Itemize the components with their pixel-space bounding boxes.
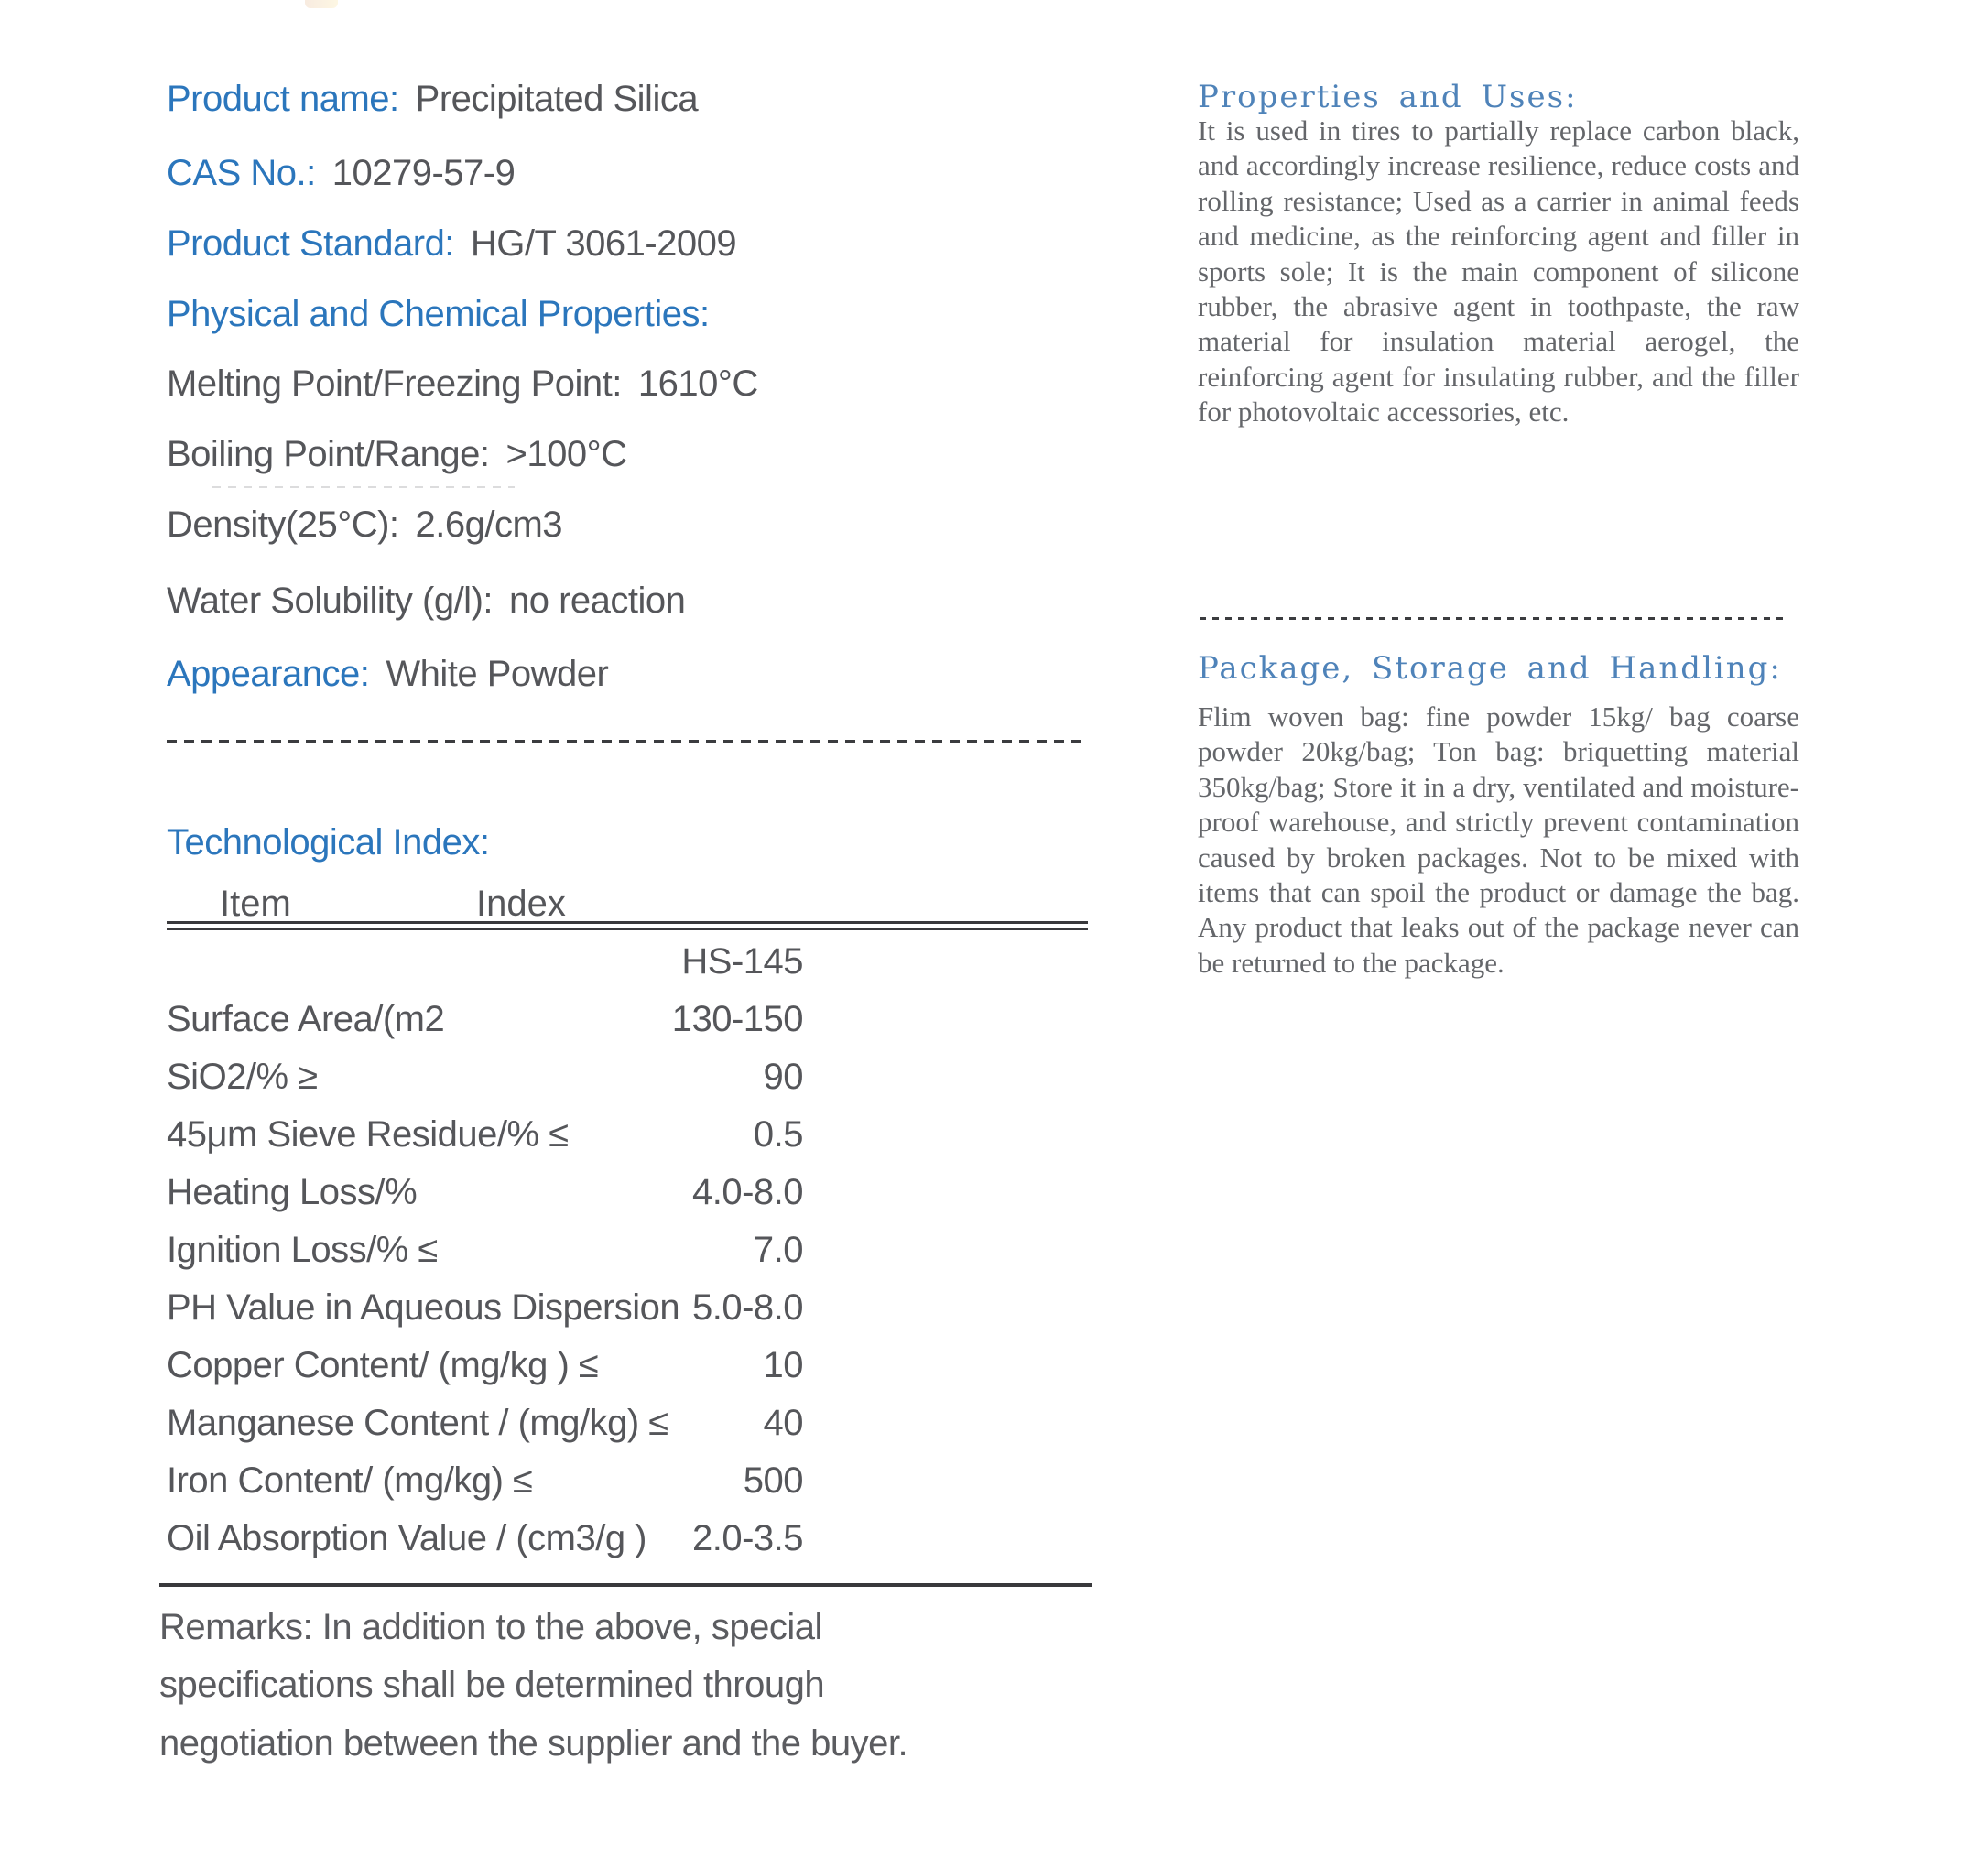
table-item-label: PH Value in Aqueous Dispersion <box>167 1287 680 1328</box>
remarks-line: negotiation between the supplier and the buyer. <box>159 1723 908 1764</box>
top-edge-artifact <box>305 0 338 8</box>
table-row-copper-content <box>167 1345 803 1386</box>
property-line-melting-point <box>167 363 758 405</box>
table-row-oil-absorption <box>167 1518 803 1559</box>
table-row-iron-content <box>167 1460 803 1502</box>
property-label: CAS No.: <box>167 153 316 193</box>
table-header-double-rule <box>167 921 1088 930</box>
property-label: Appearance: <box>167 654 370 694</box>
table-item-label: Oil Absorption Value / (cm3/g ) <box>167 1518 646 1558</box>
table-item-label: Surface Area/(m2 <box>167 999 445 1039</box>
table-item-label: Copper Content/ (mg/kg ) ≤ <box>167 1345 599 1385</box>
table-row-ph-value <box>167 1287 803 1329</box>
table-row-heating-loss <box>167 1172 803 1213</box>
remarks-line: Remarks: In addition to the above, special <box>159 1607 822 1647</box>
property-label: Melting Point/Freezing Point: <box>167 364 622 404</box>
table-row-sio2 <box>167 1057 803 1098</box>
faint-ghost-dashes <box>212 486 515 488</box>
package-storage-handling-paragraph: Flim woven bag: fine powder 15kg/ bag coarse powder 20kg/bag; Ton bag: briquetting material 350kg/bag; Store it in a dry, ventilated and moisture-proof warehouse, and strictly prevent contamination caused by broken packages. Not to be mixed with items that can spoil the product or damage the bag. Any product that leaks out of the package never can be returned to the package. <box>1198 700 1799 979</box>
table-index-value: 90 <box>763 1057 803 1097</box>
table-grade-value: HS-145 <box>681 941 803 982</box>
property-value: Precipitated Silica <box>415 79 699 119</box>
section-heading-technological-index: Technological Index: <box>167 822 490 863</box>
property-line-product-name <box>167 78 698 120</box>
table-index-value: 130-150 <box>671 999 803 1039</box>
table-item-label: 45μm Sieve Residue/% ≤ <box>167 1114 569 1155</box>
table-item-label: Heating Loss/% <box>167 1172 418 1212</box>
property-line-boiling-point <box>167 433 626 475</box>
section-heading-properties-and-uses: Properties and Uses: <box>1198 79 1578 115</box>
table-index-value: 2.0-3.5 <box>691 1518 803 1558</box>
property-value: 2.6g/cm3 <box>415 505 563 545</box>
property-value: >100°C <box>505 434 627 474</box>
table-index-value: 10 <box>763 1345 803 1385</box>
property-value: HG/T 3061-2009 <box>470 223 737 264</box>
property-value: White Powder <box>386 654 609 694</box>
table-index-value: 0.5 <box>753 1114 803 1155</box>
remarks-line: specifications shall be determined through <box>159 1665 825 1705</box>
table-index-value: 4.0-8.0 <box>691 1172 803 1212</box>
table-item-label: Ignition Loss/% ≤ <box>167 1230 438 1270</box>
section-heading-package-storage-handling: Package, Storage and Handling: <box>1198 650 1782 687</box>
section-heading-physical-chemical <box>167 293 726 335</box>
property-line-water-solubility <box>167 580 685 622</box>
property-label: Physical and Chemical Properties: <box>167 294 710 334</box>
table-row-sieve-residue <box>167 1114 803 1156</box>
property-label: Product name: <box>167 79 399 119</box>
property-line-density <box>167 504 562 546</box>
property-line-cas-no <box>167 152 515 194</box>
property-value: no reaction <box>509 581 686 621</box>
table-index-value: 5.0-8.0 <box>691 1287 803 1328</box>
table-row-manganese-content <box>167 1403 803 1444</box>
property-value: 1610°C <box>637 364 758 404</box>
property-value: 10279-57-9 <box>331 153 516 193</box>
left-dashed-divider <box>167 740 1086 743</box>
right-dashed-divider <box>1200 617 1786 620</box>
properties-and-uses-paragraph: It is used in tires to partially replace carbon black, and accordingly increase resilience, reduce costs and rolling resistance; Used as a carrier in animal feeds and medicine, as the reinforcing agent and filler in sports sole; It is the main component of silicone rubber, the abrasive agent in toothpaste, the raw material for insulation material aerogel, the reinforcing agent for insulating rubber, and the filler for photovoltaic accessories, etc. <box>1198 114 1799 429</box>
property-label: Density(25°C): <box>167 505 399 545</box>
table-index-value: 500 <box>743 1460 803 1501</box>
table-index-value: 7.0 <box>753 1230 803 1270</box>
table-header-item: Item <box>220 884 291 924</box>
property-line-appearance <box>167 653 608 695</box>
property-label: Product Standard: <box>167 223 454 264</box>
table-header-index: Index <box>476 884 566 924</box>
property-label: Boiling Point/Range: <box>167 434 490 474</box>
table-item-label: Iron Content/ (mg/kg) ≤ <box>167 1460 533 1501</box>
property-label: Water Solubility (g/l): <box>167 581 493 621</box>
table-item-label: Manganese Content / (mg/kg) ≤ <box>167 1403 668 1443</box>
table-row-surface-area <box>167 999 803 1040</box>
table-index-value: 40 <box>763 1403 803 1443</box>
table-bottom-rule <box>159 1583 1092 1587</box>
table-row-ignition-loss <box>167 1230 803 1271</box>
property-line-product-standard <box>167 223 736 265</box>
table-item-label: SiO2/% ≥ <box>167 1057 318 1097</box>
